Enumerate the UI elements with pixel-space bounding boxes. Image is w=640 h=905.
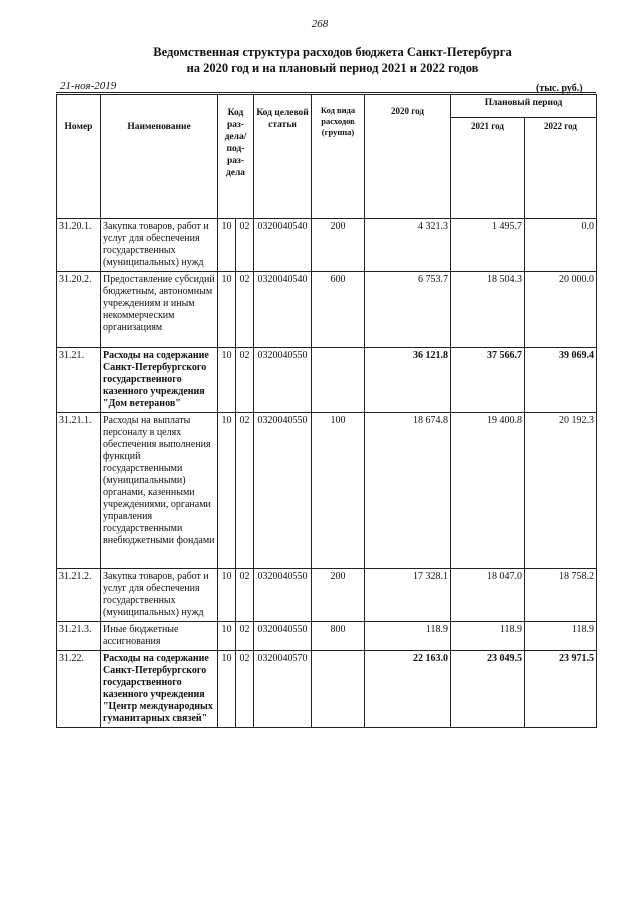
title-line-2: на 2020 год и на плановый период 2021 и 2022 годов: [186, 61, 479, 75]
header-name: Наименование: [101, 95, 218, 219]
row-section: 10: [218, 413, 236, 569]
page-title: [60, 44, 605, 76]
row-name: Расходы на выплаты персоналу в целях обеспечения выполнения функций государственными (муниципальными) органами, казенными учреждениями, органами управления государственными внебюджетными фондами: [101, 413, 218, 569]
row-value-2021: 18 047.0: [451, 569, 525, 622]
row-target-code: 0320040550: [254, 569, 312, 622]
table-row: [57, 569, 597, 622]
header-target-code: Код целевой статьи: [254, 95, 312, 219]
row-expense-type: [312, 651, 365, 728]
row-number: 31.20.2.: [57, 272, 101, 348]
row-section: 10: [218, 651, 236, 728]
row-expense-type: 200: [312, 219, 365, 272]
row-expense-type: 800: [312, 622, 365, 651]
row-value-2022: 20 000.0: [525, 272, 597, 348]
row-value-2022: 39 069.4: [525, 348, 597, 413]
header-section-code: Код раз- дела/ под- раз- дела: [218, 95, 254, 219]
row-number: 31.21.: [57, 348, 101, 413]
header-2021: 2021 год: [451, 118, 525, 219]
row-value-2020: 22 163.0: [365, 651, 451, 728]
row-target-code: 0320040540: [254, 219, 312, 272]
row-value-2020: 6 753.7: [365, 272, 451, 348]
header-2020: 2020 год: [365, 95, 451, 219]
units-label: (тыс. руб.): [536, 83, 583, 94]
table-row: [57, 219, 597, 272]
row-section: 10: [218, 219, 236, 272]
row-section: 10: [218, 569, 236, 622]
row-name: Иные бюджетные ассигнования: [101, 622, 218, 651]
row-target-code: 0320040550: [254, 622, 312, 651]
row-target-code: 0320040550: [254, 413, 312, 569]
row-name: Предоставление субсидий бюджетным, автономным учреждениям и иным некоммерческим организациям: [101, 272, 218, 348]
row-target-code: 0320040550: [254, 348, 312, 413]
row-value-2020: 4 321.3: [365, 219, 451, 272]
row-value-2020: 118.9: [365, 622, 451, 651]
row-subsection: 02: [236, 272, 254, 348]
row-subsection: 02: [236, 219, 254, 272]
header-number: Номер: [57, 95, 101, 219]
row-name: Расходы на содержание Санкт-Петербургского государственного казенного учреждения "Центр международных гуманитарных связей": [101, 651, 218, 728]
row-name: Закупка товаров, работ и услуг для обеспечения государственных (муниципальных) нужд: [101, 569, 218, 622]
row-expense-type: 600: [312, 272, 365, 348]
title-line-1: Ведомственная структура расходов бюджета Санкт-Петербурга: [153, 45, 512, 59]
row-section: 10: [218, 348, 236, 413]
row-name: Расходы на содержание Санкт-Петербургского государственного казенного учреждения "Дом ветеранов": [101, 348, 218, 413]
row-value-2021: 1 495.7: [451, 219, 525, 272]
row-value-2021: 118.9: [451, 622, 525, 651]
row-expense-type: 100: [312, 413, 365, 569]
page-number: 268: [311, 18, 329, 30]
row-subsection: 02: [236, 348, 254, 413]
row-target-code: 0320040570: [254, 651, 312, 728]
row-subsection: 02: [236, 569, 254, 622]
row-value-2021: 23 049.5: [451, 651, 525, 728]
row-subsection: 02: [236, 413, 254, 569]
row-value-2022: 23 971.5: [525, 651, 597, 728]
table-row: [57, 413, 597, 569]
row-number: 31.21.3.: [57, 622, 101, 651]
budget-table: [56, 94, 597, 728]
row-value-2020: 17 328.1: [365, 569, 451, 622]
row-number: 31.21.2.: [57, 569, 101, 622]
row-value-2022: 118.9: [525, 622, 597, 651]
row-number: 31.20.1.: [57, 219, 101, 272]
header-rule: [56, 92, 596, 93]
header-2022: 2022 год: [525, 118, 597, 219]
document-date: 21-ноя-2019: [60, 80, 117, 92]
row-value-2020: 36 121.8: [365, 348, 451, 413]
row-section: 10: [218, 622, 236, 651]
row-section: 10: [218, 272, 236, 348]
table-row: [57, 622, 597, 651]
table-row: [57, 651, 597, 728]
row-value-2021: 18 504.3: [451, 272, 525, 348]
row-target-code: 0320040540: [254, 272, 312, 348]
row-subsection: 02: [236, 651, 254, 728]
row-value-2022: 18 758.2: [525, 569, 597, 622]
row-subsection: 02: [236, 622, 254, 651]
row-number: 31.21.1.: [57, 413, 101, 569]
row-expense-type: [312, 348, 365, 413]
header-expense-type: Код вида расходов (группа): [312, 95, 365, 219]
row-name: Закупка товаров, работ и услуг для обеспечения государственных (муниципальных) нужд: [101, 219, 218, 272]
row-value-2022: 0.0: [525, 219, 597, 272]
row-value-2021: 19 400.8: [451, 413, 525, 569]
row-value-2021: 37 566.7: [451, 348, 525, 413]
table-row: [57, 272, 597, 348]
row-expense-type: 200: [312, 569, 365, 622]
header-planned-period: Плановый период: [451, 95, 597, 118]
row-value-2020: 18 674.8: [365, 413, 451, 569]
row-number: 31.22.: [57, 651, 101, 728]
table-row: [57, 348, 597, 413]
row-value-2022: 20 192.3: [525, 413, 597, 569]
